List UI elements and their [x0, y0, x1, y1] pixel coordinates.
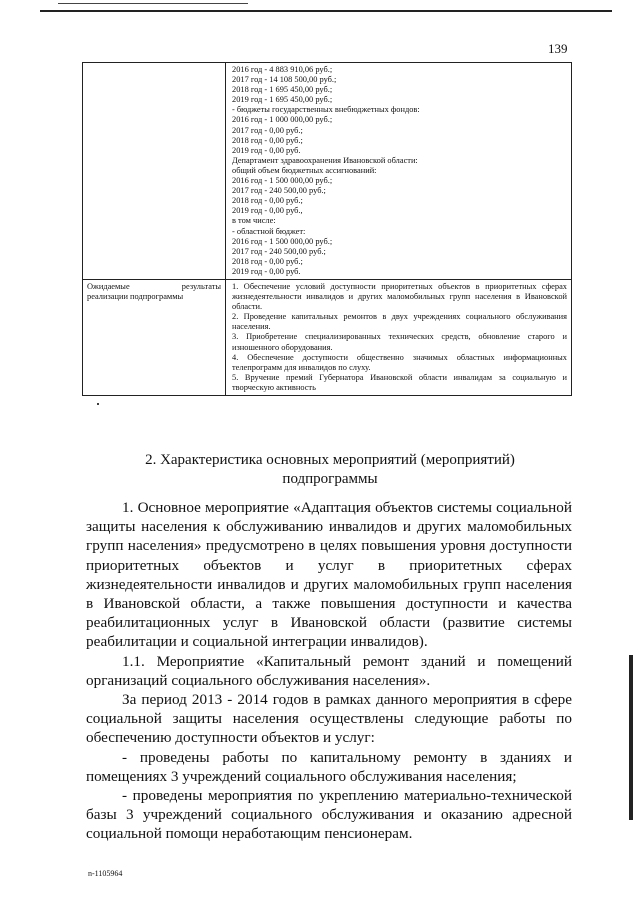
finance-line: 2018 год - 0,00 руб.;: [232, 256, 303, 266]
scan-edge-bar: [629, 655, 633, 820]
body-paragraph: 1.1. Мероприятие «Капитальный ремонт зданий и помещений организаций социального обслуживания населения».: [86, 652, 572, 689]
results-values-cell: [226, 279, 572, 395]
scan-dot: [97, 403, 99, 405]
finance-line: 2018 год - 0,00 руб.;: [232, 196, 303, 206]
top-border-line: [40, 10, 612, 12]
finance-line: в том числе:: [232, 216, 276, 226]
finance-line: 2016 год - 1 500 000,00 руб.;: [232, 236, 333, 246]
result-item: 1. Обеспечение условий доступности приоритетных объектов в приоритетных сферах жизнедеятельности инвалидов и других маломобильных групп населения в Ивановской области.: [232, 281, 567, 312]
body-paragraph: 1. Основное мероприятие «Адаптация объектов системы социальной защиты населения к обслуживанию инвалидов и других маломобильных групп населения» предусмотрено в целях повышения уровня доступности приоритетных объектов и услуг в приоритетных сферах жизнедеятельности инвалидов и других маломобильных групп населения в Ивановской области, а также повышения доступности и качества реабилитационных услуг в Ивановской области (развитие системы реабилитации и социальной интеграции инвалидов).: [86, 499, 572, 651]
finance-line: 2019 год - 1 695 450,00 руб.;: [232, 95, 333, 105]
finance-line: 2018 год - 0,00 руб.;: [232, 135, 303, 145]
result-item: 5. Вручение премий Губернатора Ивановской области инвалидам за социальную и творческую активность: [232, 372, 567, 392]
result-item: 3. Приобретение специализированных технических средств, обновление старого и изношенного оборудования.: [232, 332, 567, 352]
section-title-line: 2. Характеристика основных мероприятий (мероприятий): [145, 452, 515, 468]
finance-line: 2019 год - 0,00 руб.,: [232, 206, 303, 216]
finance-line: 2018 год - 1 695 450,00 руб.;: [232, 85, 333, 95]
finance-row: [83, 63, 572, 280]
body-paragraph: За период 2013 - 2014 годов в рамках данного мероприятия в сфере социальной защиты населения осуществлены следующие работы по обеспечению доступности объектов и услуг:: [86, 691, 572, 747]
section-title-line: подпрограммы: [282, 471, 378, 487]
finance-line: 2017 год - 240 500,00 руб.;: [232, 186, 326, 196]
finance-line: 2016 год - 4 883 910,06 руб.;: [232, 65, 333, 74]
result-item: 2. Проведение капитальных ремонтов в двух учреждениях социального обслуживания населения.: [232, 312, 567, 332]
results-label-cell: [83, 279, 226, 395]
results-row: [83, 279, 572, 395]
finance-line: 2019 год - 0,00 руб.: [232, 145, 301, 155]
finance-line: 2017 год - 240 500,00 руб.;: [232, 246, 326, 256]
finance-line: 2016 год - 1 000 000,00 руб.;: [232, 115, 333, 125]
finance-line: - областной бюджет:: [232, 226, 306, 236]
finance-line: 2017 год - 0,00 руб.;: [232, 125, 303, 135]
footer-code: n-1105964: [88, 869, 123, 878]
body-paragraph: - проведены работы по капитальному ремонту в зданиях и помещениях 3 учреждений социального обслуживания населения;: [86, 748, 572, 785]
body-paragraph: - проведены мероприятия по укреплению материально-технической базы 3 учреждений социального обслуживания и оказанию адресной социальной помощи неработающим пенсионерам.: [86, 787, 572, 843]
result-item: 4. Обеспечение доступности общественно значимых областных информационных телепрограмм для инвалидов по слуху.: [232, 352, 567, 372]
finance-line: общий объем бюджетных ассигнований:: [232, 165, 377, 175]
section-title: [80, 451, 580, 489]
page-number: 139: [548, 41, 568, 56]
subprogram-passport-table: [82, 62, 572, 396]
results-label-line: реализации подпрограммы: [87, 292, 184, 302]
finance-values-cell: [226, 63, 572, 280]
finance-label-cell: [83, 63, 226, 280]
finance-line: Департамент здравоохранения Ивановской области:: [232, 155, 418, 165]
finance-line: 2016 год - 1 500 000,00 руб.;: [232, 176, 333, 186]
results-label-line: Ожидаемые результаты: [87, 281, 221, 291]
scan-mark: [58, 3, 248, 4]
finance-line: - бюджеты государственных внебюджетных фондов:: [232, 105, 420, 115]
finance-line: 2017 год - 14 108 500,00 руб.;: [232, 75, 337, 85]
section-body: [86, 498, 572, 844]
finance-line: 2019 год - 0,00 руб.: [232, 266, 301, 276]
